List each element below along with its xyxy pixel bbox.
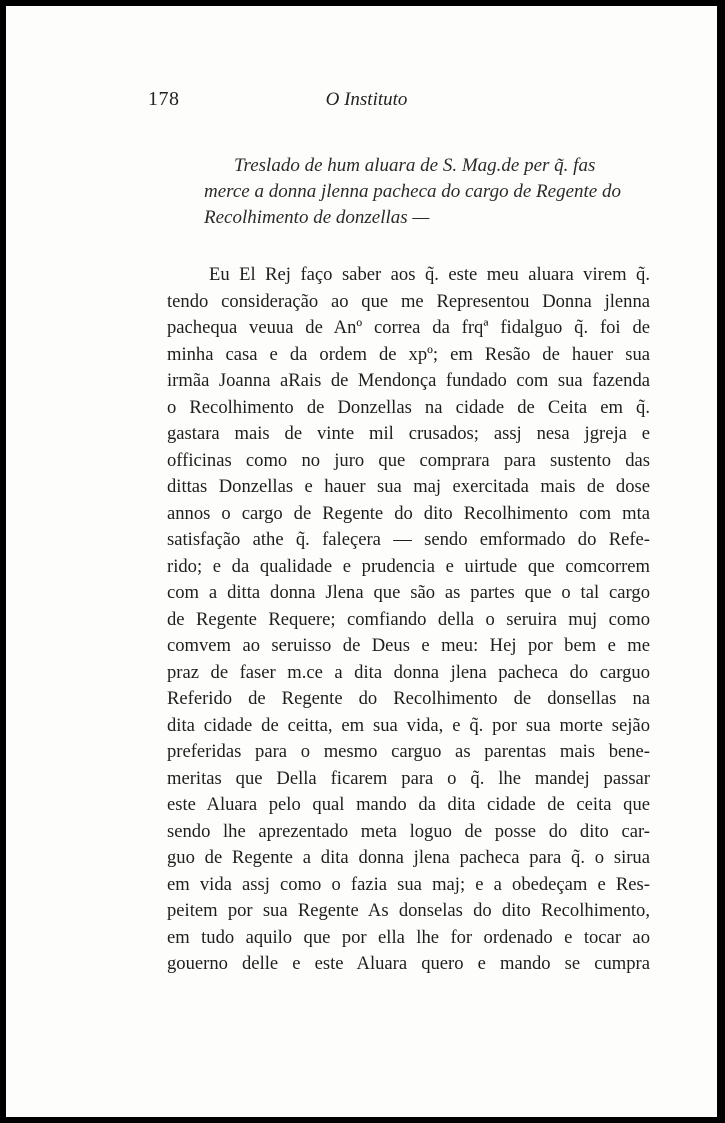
text-line: meritas que Della ficarem para o q̃. lhe mandej passar (167, 767, 650, 789)
text-line: officinas como no juro que comprara para sustento das (167, 449, 650, 471)
text-line: gouerno delle e este Aluara quero e mando se cumpra (167, 953, 650, 974)
text-line: Referido de Regente do Recolhimento de donsellas na (167, 688, 650, 709)
heading-line: merce a donna jlenna pacheca do cargo de Regente do (204, 181, 621, 202)
running-head (6, 88, 717, 118)
text-line: minha casa e da ordem de xpº; em Resão de hauer sua (167, 343, 650, 365)
text-line: pachequa veuua de Anº correa da frqª fidalguo q̃. foi de (167, 317, 650, 338)
text-line: em tudo aquilo que por ella lhe for ordenado e tocar ao (167, 926, 650, 948)
text-line: Eu El Rej faço saber aos q̃. este meu aluara virem q̃. (209, 264, 650, 285)
document-heading (204, 153, 664, 231)
text-line: o Recolhimento de Donzellas na cidade de Ceita em q̃. (167, 396, 650, 418)
text-line: irmãa Joanna aRais de Mendonça fundado com sua fazenda (167, 370, 650, 391)
text-line: guo de Regente a dita donna jlena pacheca para q̃. o sirua (167, 847, 650, 868)
text-line: de Regente Requere; comfiando della o seruira muj como (167, 608, 650, 630)
running-title: O Instituto (325, 89, 408, 110)
text-line: sendo lhe aprezentado meta loguo de posse do dito car- (167, 820, 650, 842)
text-line: dita cidade de ceitta, em sua vida, e q̃. por sua morte sejão (167, 714, 650, 736)
text-line: comvem ao seruisso de Deus e meu: Hej por bem e me (167, 635, 650, 656)
heading-line: Treslado de hum aluara de S. Mag.de per q̃. fas (234, 155, 596, 176)
text-line: tendo consideração ao que me Representou Donna jlenna (167, 290, 650, 312)
text-line: dittas Donzellas e hauer sua maj exercitada mais de dose (167, 476, 650, 497)
body-text (167, 262, 650, 978)
text-line: annos o cargo de Regente do dito Recolhimento com mta (167, 502, 650, 524)
heading-line: Recolhimento de donzellas — (204, 207, 430, 228)
text-line: com a ditta donna Jlena que são as partes que o tal cargo (167, 582, 650, 603)
page-number: 178 (148, 88, 180, 110)
text-line: gastara mais de vinte mil crusados; assj nesa jgreja e (167, 423, 650, 444)
book-page (6, 6, 717, 1117)
text-line: praz de faser m.ce a dita donna jlena pacheca do carguo (167, 661, 650, 683)
text-line: rido; e da qualidade e prudencia e uirtude que comcorrem (167, 555, 650, 577)
text-line: este Aluara pelo qual mando da dita cidade de ceita que (167, 794, 650, 815)
text-line: satisfação athe q̃. faleçera — sendo emformado do Refe- (167, 529, 650, 550)
text-line: peitem por sua Regente As donselas do dito Recolhimento, (167, 900, 650, 921)
text-line: em vida assj como o fazia sua maj; e a obedeçam e Res- (167, 873, 650, 895)
text-line: preferidas para o mesmo carguo as parentas mais bene- (167, 741, 650, 762)
